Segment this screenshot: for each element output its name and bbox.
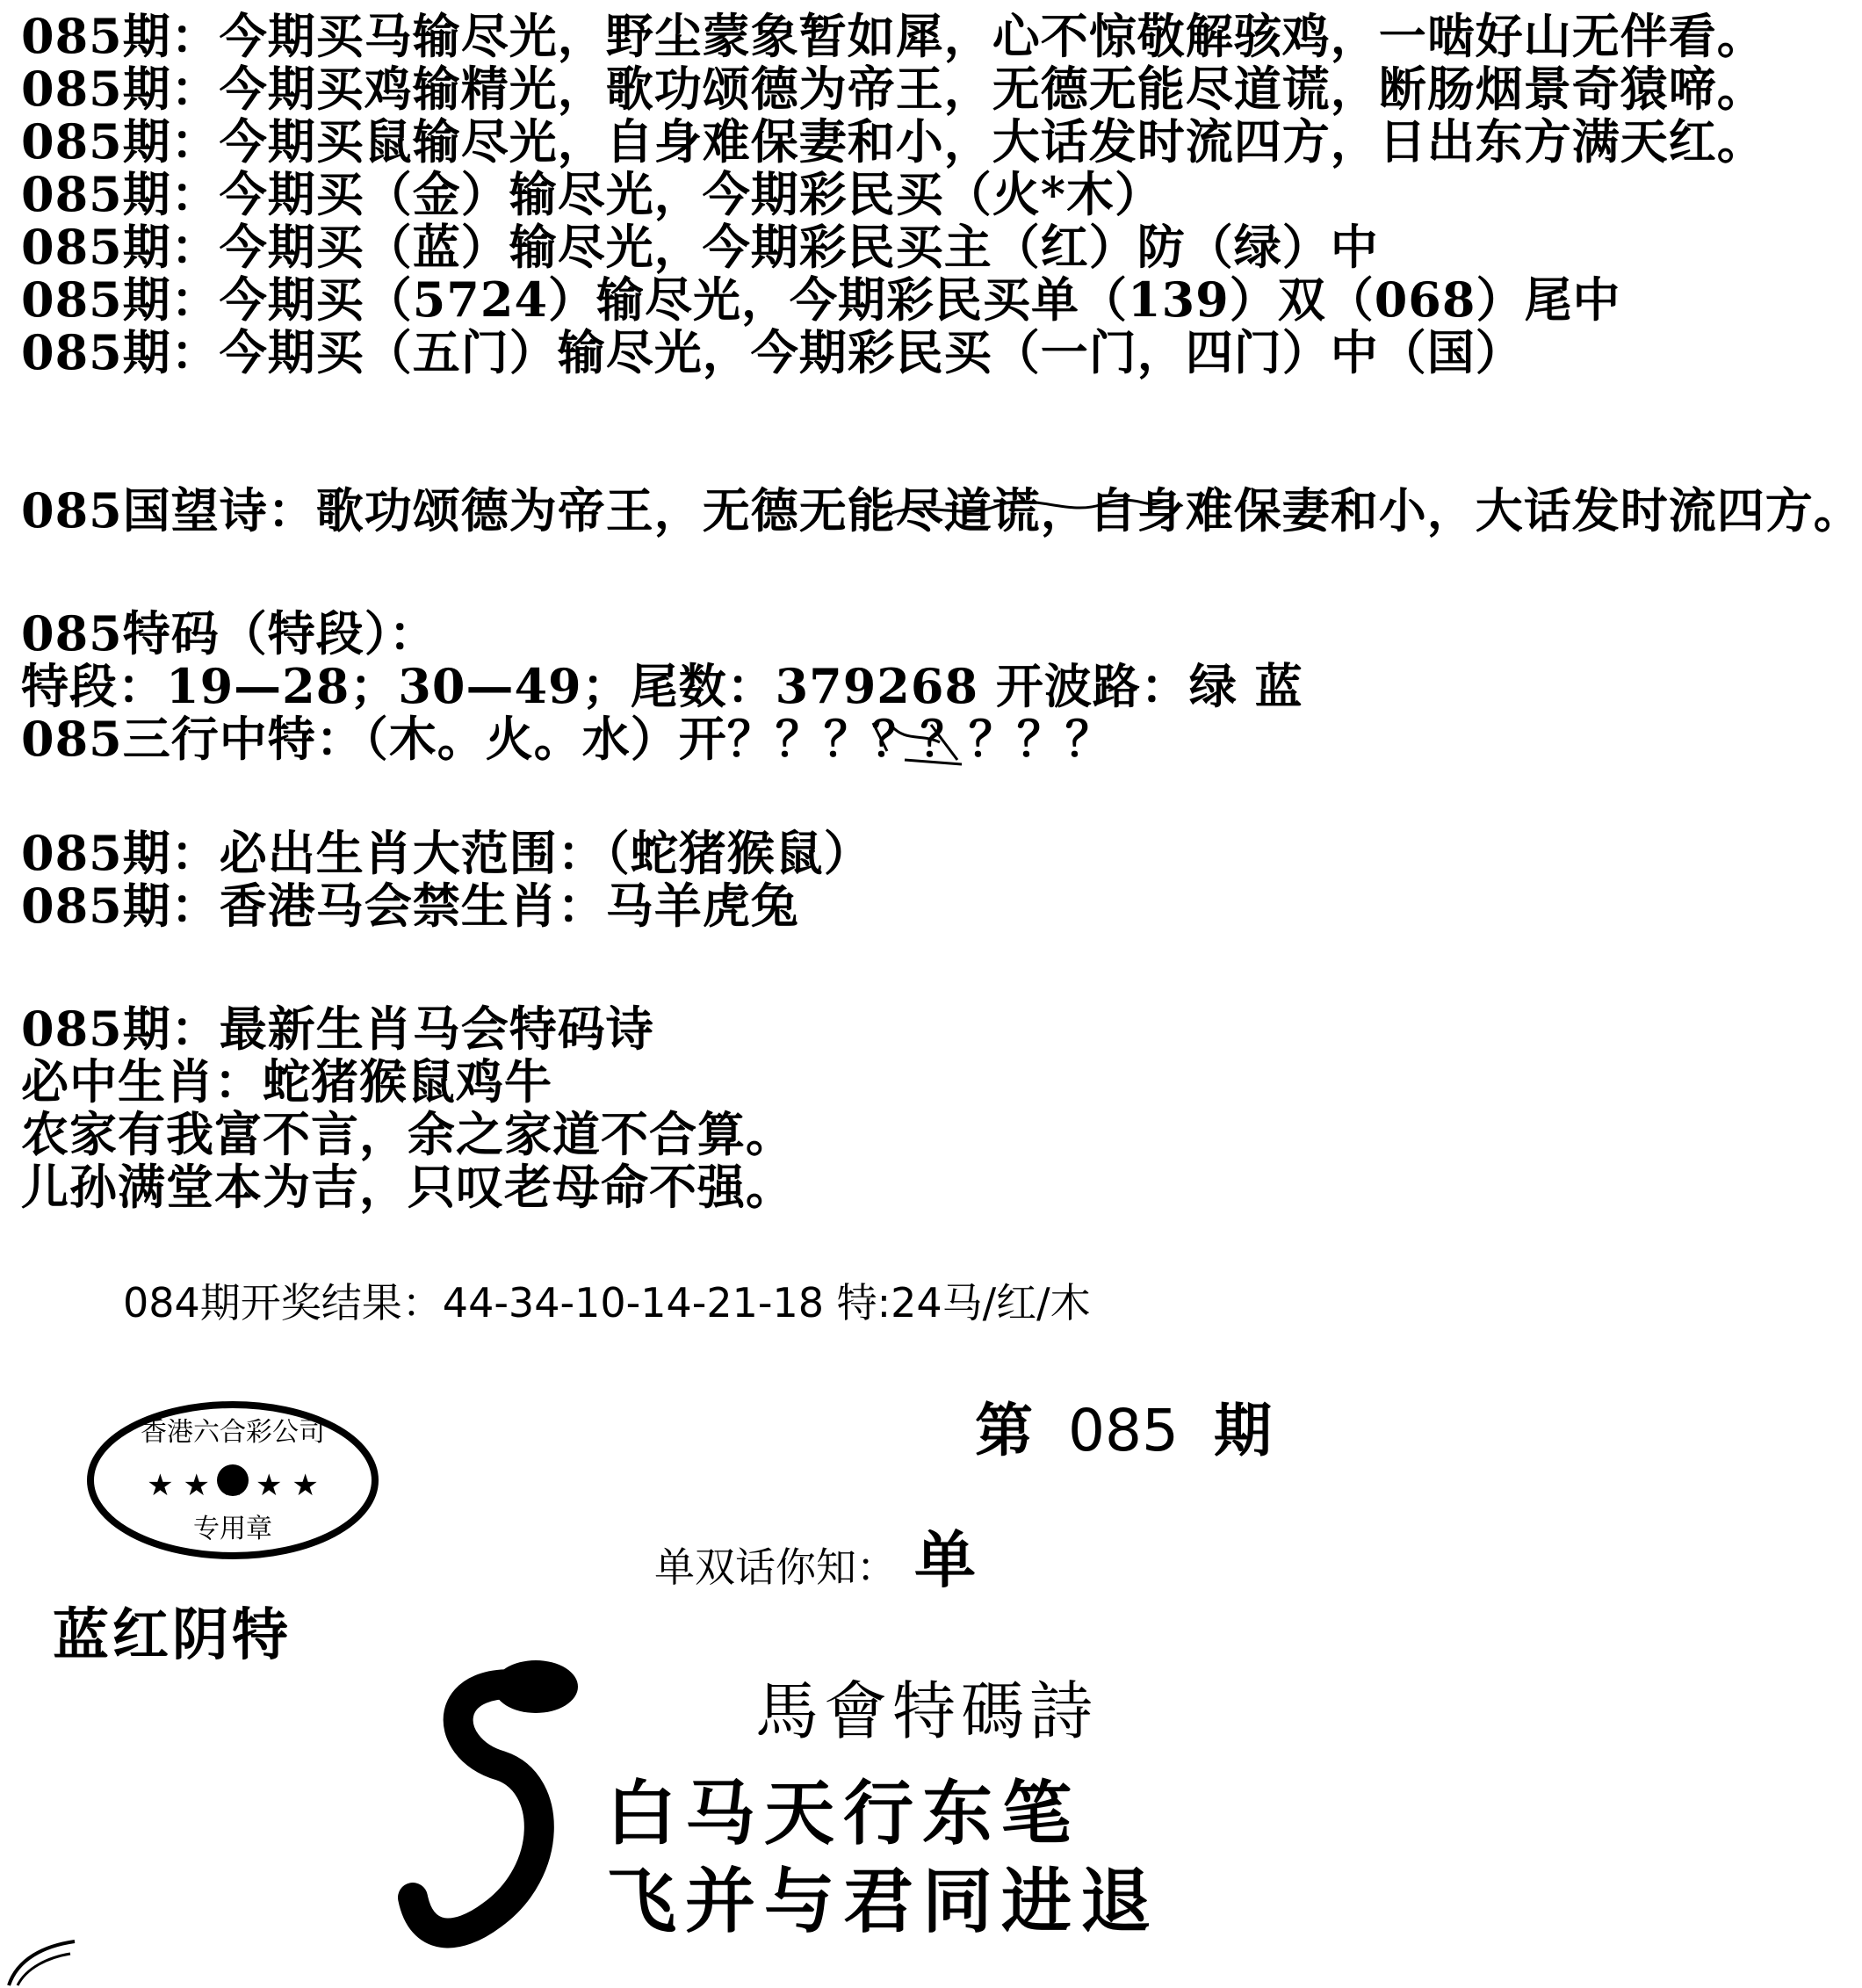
poem-title: 085期：最新生肖马会特码诗 — [21, 1001, 654, 1057]
draw-result: 084期开奖结果：44-34-10-14-21-18 特:24马/红/木 — [123, 1279, 1091, 1327]
poem-line-2: 飞并与君同进退 — [606, 1861, 1159, 1942]
period-line-3: 085期：今期买鼠输尽光，自身难保妻和小，大话发时流四方，日出东方满天红。 — [21, 113, 1765, 170]
issue-number — [975, 1384, 1272, 1467]
handwritten-strikethrough — [891, 494, 1164, 529]
must-zodiac-range: 085期：必出生肖大范围：（蛇猪猴鼠） — [21, 825, 872, 881]
period-line-6: 085期：今期买（5724）输尽光，今期彩民买单（139）双（068）尾中 — [21, 271, 1621, 328]
snake-illustration — [404, 1652, 580, 1985]
corner-mark — [0, 1933, 79, 1988]
mahui-title: 馬會特碼詩 — [755, 1674, 1099, 1748]
period-line-4: 085期：今期买（金）输尽光，今期彩民买（火*木） — [21, 166, 1163, 222]
tema-header: 085特码（特段）： — [21, 605, 437, 661]
lanhong-label: 蓝红阴特 — [53, 1603, 292, 1668]
period-line-2: 085期：今期买鸡输精光，歌功颂德为帝王，无德无能尽道谎，断肠烟景奇猿啼。 — [21, 61, 1765, 117]
issue-suffix: 期 — [1213, 1396, 1272, 1464]
verse-2: 儿孙满堂本为吉，只叹老母命不强。 — [21, 1159, 794, 1215]
guowang-poem: 085国望诗：歌功颂德为帝王，无德无能尽道谎，自身难保妻和小，大话发时流四方。 — [21, 482, 1862, 539]
danshuang-row — [654, 1511, 976, 1600]
company-seal-stamp — [83, 1397, 382, 1564]
period-line-7: 085期：今期买（五门）输尽光，今期彩民买（一门，四门）中（国） — [21, 324, 1524, 380]
period-line-1: 085期：今期买马输尽光，野尘蒙象暂如犀，心不惊敬解骇鸡，一啮好山无伴看。 — [21, 8, 1765, 64]
issue-prefix: 第 — [975, 1396, 1033, 1464]
period-line-5: 085期：今期买（蓝）输尽光，今期彩民买主（红）防（绿）中 — [21, 219, 1379, 275]
verse-1: 农家有我富不言，余之家道不合算。 — [21, 1106, 794, 1162]
stamp-stars: ★ ★ ★ ★ ★ — [147, 1468, 319, 1503]
issue-num: 085 — [1068, 1397, 1179, 1464]
sanxing-line: 085三行中特：（木。火。水）开？？？？？？？？ — [21, 711, 1114, 767]
must-zodiac: 必中生肖：蛇猪猴鼠鸡牛 — [21, 1053, 552, 1110]
banned-zodiac: 085期：香港马会禁生肖：马羊虎兔 — [21, 878, 799, 934]
danshuang-answer: 单 — [914, 1523, 976, 1596]
handwritten-scribble — [870, 716, 966, 769]
poem-line-1: 白马天行东笔 — [606, 1773, 1080, 1854]
stamp-label: 专用章 — [193, 1514, 272, 1544]
stamp-arc-text: 香港六合彩公司 — [141, 1417, 325, 1448]
tema-range: 特段：19—28；30—49；尾数：379268 开波路：绿 蓝 — [21, 658, 1303, 714]
danshuang-label: 单双话你知： — [654, 1543, 897, 1591]
